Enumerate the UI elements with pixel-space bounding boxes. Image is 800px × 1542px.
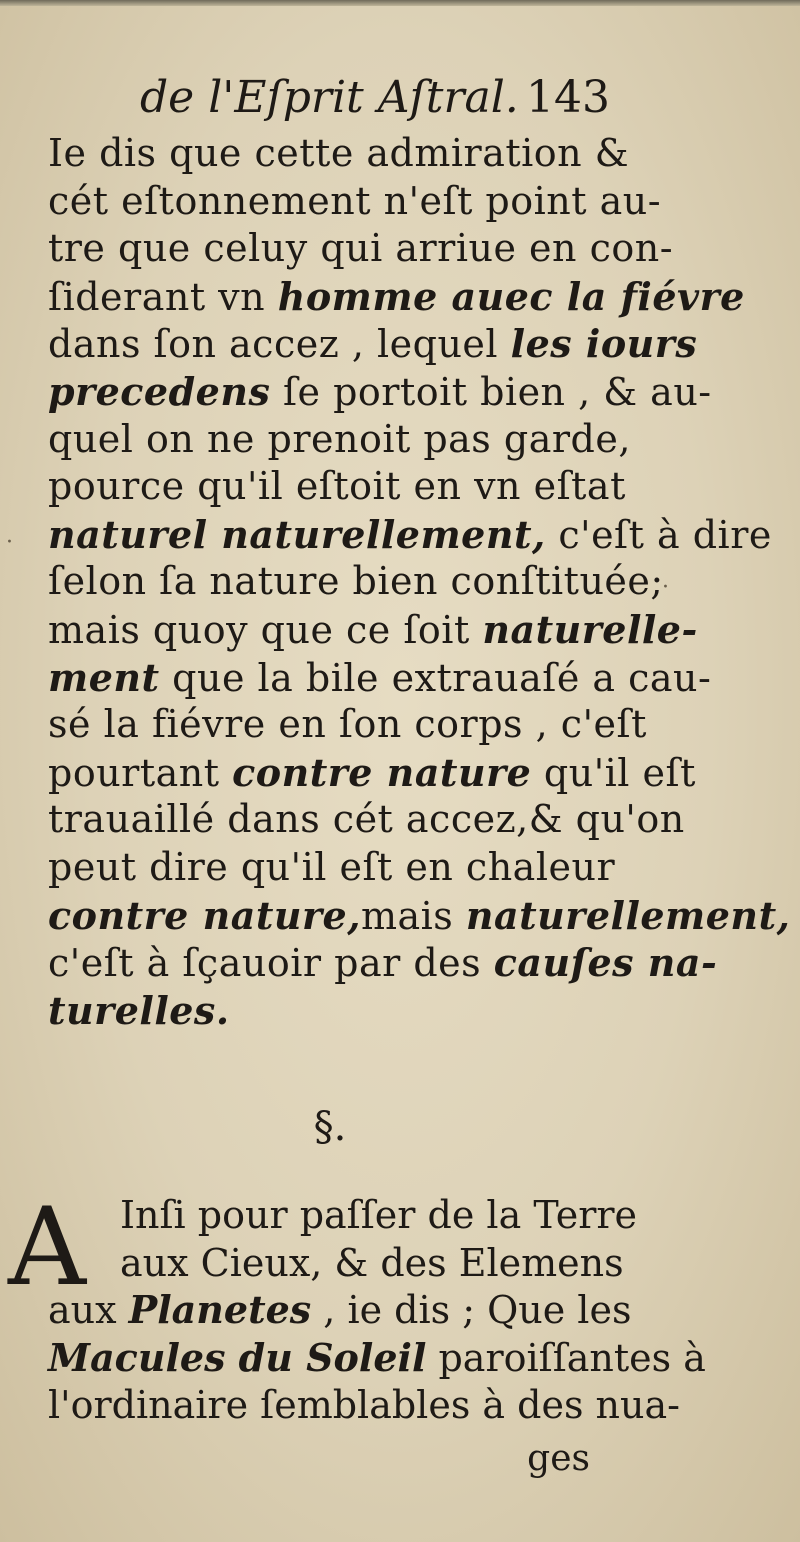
text-run: qu'il eſt: [531, 750, 696, 795]
text-run: dans ſon accez , lequel: [48, 322, 511, 367]
italic-run: cauſes na-: [493, 940, 718, 986]
text-run: ſe portoit bien , & au-: [270, 369, 712, 414]
text-run: Ie dis que cette admiration &: [48, 131, 630, 175]
text-line: [48, 1285, 632, 1333]
italic-run: Planetes: [128, 1287, 312, 1333]
text-run: peut dire qu'il eſt en chaleur: [48, 844, 616, 889]
text-line: [48, 654, 712, 702]
page-top-edge: [0, 0, 800, 6]
text-run: cét eſtonnement n'eſt point au-: [48, 178, 662, 223]
italic-run: naturellement,: [465, 892, 791, 938]
italic-run: ment: [48, 654, 160, 700]
italic-run: Macules du Soleil: [48, 1334, 427, 1380]
text-run: tre que celuy qui arriue en con-: [48, 226, 674, 271]
text-line: [48, 749, 696, 797]
text-line: [48, 987, 600, 1035]
paragraph-1: [48, 130, 791, 1034]
text-line: [48, 320, 698, 368]
text-run: c'eſt à ſçauoir par des: [48, 941, 494, 986]
text-run: aux: [48, 1288, 129, 1333]
italic-run: les iours: [510, 321, 698, 367]
italic-run: turelles.: [48, 987, 230, 1033]
italic-run: naturel naturellement,: [48, 511, 546, 557]
margin-speck: ·: [662, 575, 669, 600]
text-run: que la bile extrauaſé a cau-: [159, 655, 712, 700]
text-run: aux Cieux, & des Elemens: [120, 1240, 624, 1285]
text-line: [48, 178, 662, 226]
text-line: [48, 1333, 706, 1381]
text-run: trauaillé dans cét accez,& qu'on: [48, 797, 685, 842]
running-title: de l'Eſprit Aſtral.: [140, 72, 519, 123]
text-run: quel on ne prenoit pas garde,: [48, 416, 631, 461]
text-line: [48, 796, 685, 844]
margin-speck: ·: [6, 530, 13, 555]
text-line: [48, 701, 647, 749]
text-run: mais: [360, 893, 466, 938]
text-run: Inſi pour paſſer de la Terre: [120, 1193, 638, 1237]
text-line: [48, 463, 626, 511]
text-run: mais quoy que ce ſoit: [48, 607, 483, 652]
text-run: ſiderant vn: [48, 274, 278, 319]
text-run: c'eſt à dire: [545, 512, 772, 557]
text-line: [48, 1238, 624, 1286]
text-line: [48, 606, 698, 654]
text-line: [48, 511, 772, 559]
text-line: [48, 844, 616, 892]
italic-run: precedens: [48, 368, 271, 414]
text-line: [48, 225, 674, 273]
text-line: [48, 416, 631, 464]
text-line: [48, 558, 664, 606]
text-line: [48, 1380, 680, 1428]
page-number: 143: [526, 72, 610, 123]
text-line: [48, 892, 791, 940]
text-line: [48, 368, 712, 416]
text-run: sé la fiévre en ſon corps , c'eſt: [48, 702, 647, 747]
drop-cap: A: [8, 1185, 86, 1310]
text-line: [48, 130, 630, 178]
italic-run: contre nature,: [48, 892, 361, 938]
text-line: [48, 939, 718, 987]
italic-run: contre nature: [232, 749, 532, 795]
text-run: ſelon ſa nature bien conſtituée;: [48, 559, 664, 604]
text-run: pourtant: [48, 750, 233, 795]
text-run: pource qu'il eſtoit en vn eſtat: [48, 464, 626, 509]
catchword: ges: [527, 1438, 590, 1479]
italic-run: homme auec la fiévre: [277, 273, 745, 319]
text-run: , ie dis ; Que les: [311, 1288, 632, 1333]
text-run: paroiſſantes à: [426, 1335, 706, 1380]
page-header: [140, 72, 610, 124]
text-line: [48, 273, 745, 321]
text-run: l'ordinaire ſemblables à des nua-: [48, 1383, 680, 1428]
italic-run: naturelle-: [482, 606, 698, 652]
paragraph-2: [48, 1190, 706, 1428]
text-line: [48, 1190, 638, 1238]
section-mark: §.: [313, 1104, 347, 1150]
